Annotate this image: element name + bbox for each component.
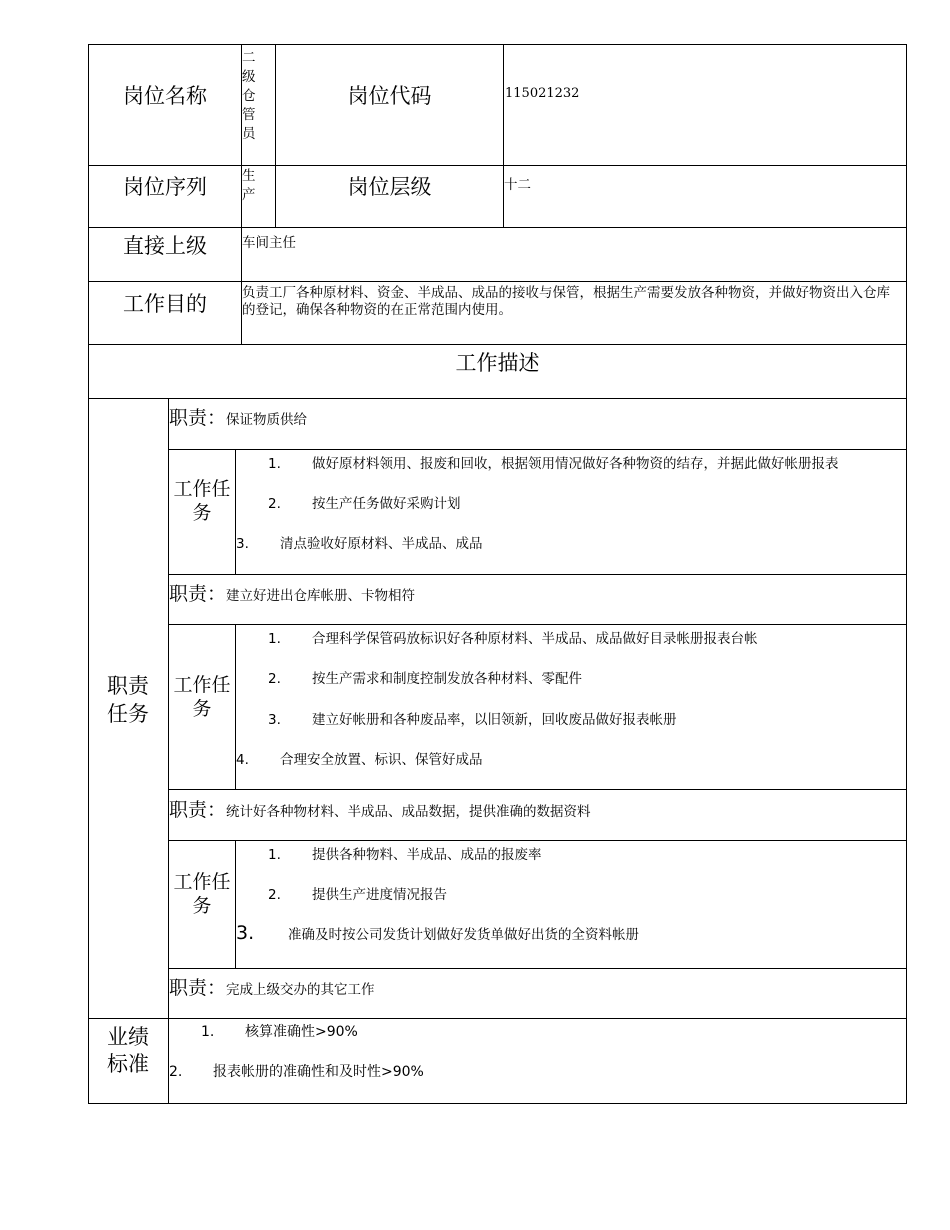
duty-prefix: 职责： xyxy=(169,977,227,999)
duty-3-title: 统计好各种物材料、半成品、成品数据，提供准确的数据资料 xyxy=(226,804,591,820)
duties-label xyxy=(96,660,160,740)
task-2-2: 2. 按生产需求和制度控制发放各种材料、零配件 xyxy=(268,671,582,687)
performance-label xyxy=(96,1022,160,1080)
duty-4 xyxy=(169,973,375,1000)
task-1-3: 3. 清点验收好原材料、半成品、成品 xyxy=(236,536,483,552)
duty-3 xyxy=(169,795,591,822)
duty-1 xyxy=(169,403,307,430)
task-1-2: 2. 按生产任务做好采购计划 xyxy=(268,496,461,512)
work-description-title: 工作描述 xyxy=(455,351,540,375)
task-label-1 xyxy=(169,476,235,526)
sequence-label: 岗位序列 xyxy=(123,175,207,199)
task-2-3: 3. 建立好帐册和各种废品率，以旧领新，回收废品做好报表帐册 xyxy=(268,712,677,728)
purpose-label: 工作目的 xyxy=(123,292,207,316)
task-3-3: 3. 准确及时按公司发货计划做好发货单做好出货的全资料帐册 xyxy=(236,922,639,944)
duty-2-title: 建立好进出仓库帐册、卡物相符 xyxy=(226,588,416,604)
sequence-value: 生产 xyxy=(242,168,256,203)
position-code-label: 岗位代码 xyxy=(347,84,432,108)
task-label-2 xyxy=(169,672,235,722)
position-name-value: 二级仓管员 xyxy=(242,50,256,142)
task-3-2: 2. 提供生产进度情况报告 xyxy=(268,887,447,903)
duty-prefix: 职责： xyxy=(169,583,227,605)
duty-prefix: 职责： xyxy=(169,799,227,821)
task-label-2-text: 工作任务 xyxy=(173,674,231,720)
supervisor-value: 车间主任 xyxy=(242,235,296,251)
task-2-1: 1. 合理科学保管码放标识好各种原材料、半成品、成品做好目录帐册报表台帐 xyxy=(268,631,758,647)
level-label: 岗位层级 xyxy=(347,175,432,199)
performance-label-text: 业绩标准 xyxy=(107,1025,149,1076)
duty-2 xyxy=(169,579,415,606)
duty-prefix: 职责： xyxy=(169,407,227,429)
duty-4-title: 完成上级交办的其它工作 xyxy=(226,982,375,998)
task-2-4: 4. 合理安全放置、标识、保管好成品 xyxy=(236,752,483,768)
task-label-3 xyxy=(169,868,235,920)
performance-item-1: 1. 核算准确性>90% xyxy=(201,1024,358,1040)
position-code-value: 115021232 xyxy=(505,86,580,101)
task-3-1: 1. 提供各种物料、半成品、成品的报废率 xyxy=(268,847,542,863)
duties-label-text: 职责任务 xyxy=(107,674,149,726)
task-label-1-text: 工作任务 xyxy=(173,478,231,524)
purpose-value: 负责工厂各种原材料、资金、半成品、成品的接收与保管，根据生产需要发放各种物资，并做好物资出入仓库的登记，确保各种物资的在正常范围内使用。 xyxy=(242,285,890,318)
duty-1-title: 保证物质供给 xyxy=(226,412,308,428)
supervisor-label: 直接上级 xyxy=(123,233,207,258)
task-label-3-text: 工作任务 xyxy=(173,871,231,917)
position-name-label: 岗位名称 xyxy=(123,84,207,108)
level-value: 十二 xyxy=(504,177,531,193)
performance-item-2: 2. 报表帐册的准确性和及时性>90% xyxy=(169,1064,424,1080)
task-1-1: 1. 做好原材料领用、报废和回收，根据领用情况做好各种物资的结存，并据此做好帐册报表 xyxy=(268,456,839,472)
